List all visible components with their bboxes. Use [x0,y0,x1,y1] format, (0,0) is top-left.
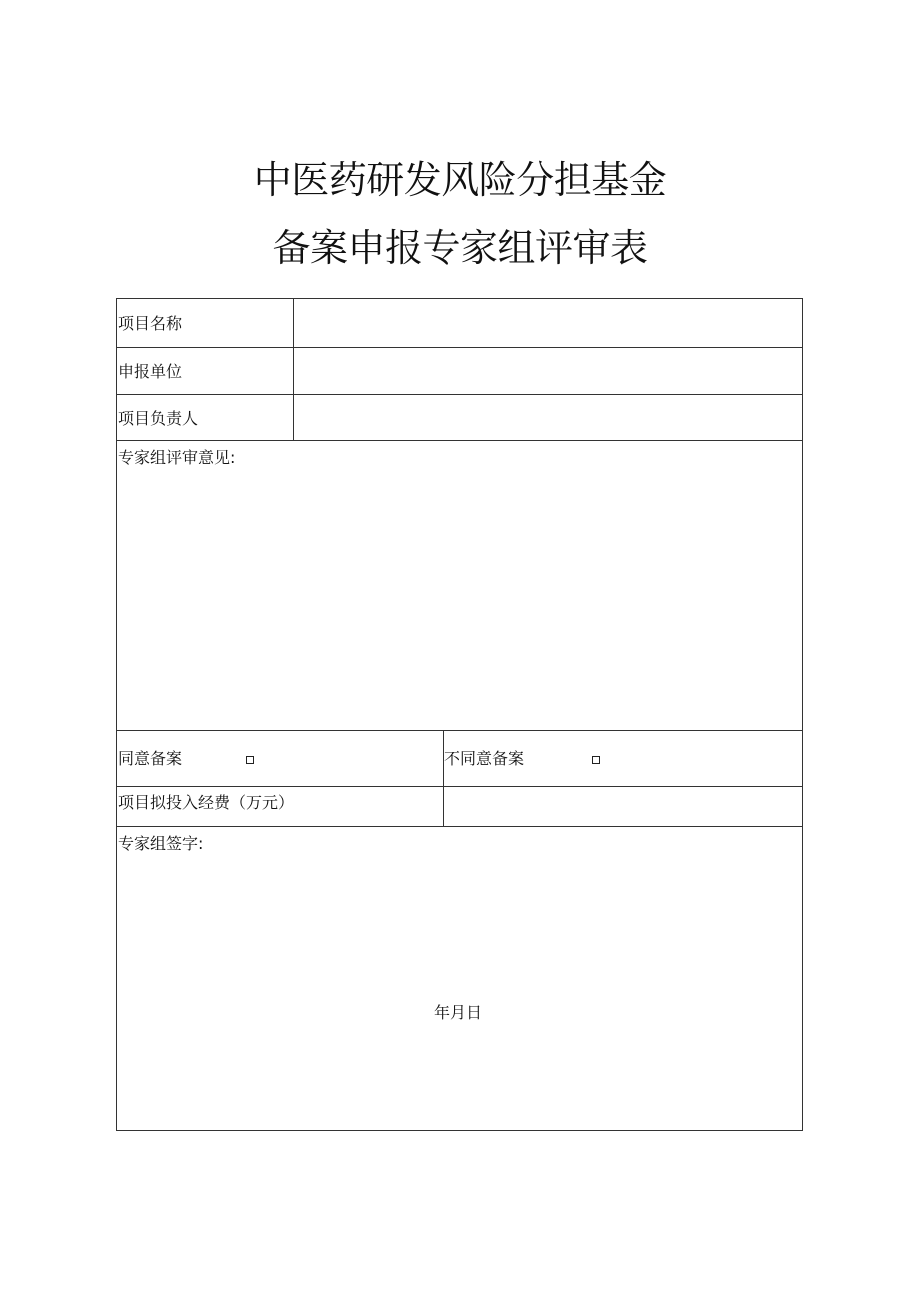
project-leader-field[interactable] [295,396,801,439]
disagree-checkbox[interactable] [592,756,600,764]
review-opinion-label: 专家组评审意见: [118,448,236,467]
project-name-label: 项目名称 [118,314,183,333]
form-title-line-2: 备案申报专家组评审表 [272,226,648,270]
project-name-field[interactable] [295,300,801,346]
approval-column-divider [443,730,444,827]
row-divider-2 [117,394,802,395]
disagree-label: 不同意备案 [444,749,525,768]
agree-label: 同意备案 [118,749,183,768]
review-opinion-area[interactable] [118,471,801,728]
agree-checkbox[interactable] [246,756,254,764]
row-divider-3 [117,440,802,441]
row-divider-4 [117,730,802,731]
form-title-line-1: 中医药研发风险分担基金 [253,158,667,202]
row-divider-5 [117,786,802,787]
funding-label: 项目拟投入经费（万元） [118,793,295,812]
applicant-unit-label: 申报单位 [118,362,183,381]
row-divider-6 [117,826,802,827]
signature-area[interactable] [118,857,801,1127]
project-leader-label: 项目负责人 [118,409,199,428]
label-column-divider [293,299,294,441]
signature-label: 专家组签字: [118,834,204,853]
date-label: 年月日 [434,1003,483,1022]
funding-field[interactable] [445,788,801,825]
row-divider-1 [117,347,802,348]
applicant-unit-field[interactable] [295,349,801,393]
review-form-table [116,298,803,1131]
